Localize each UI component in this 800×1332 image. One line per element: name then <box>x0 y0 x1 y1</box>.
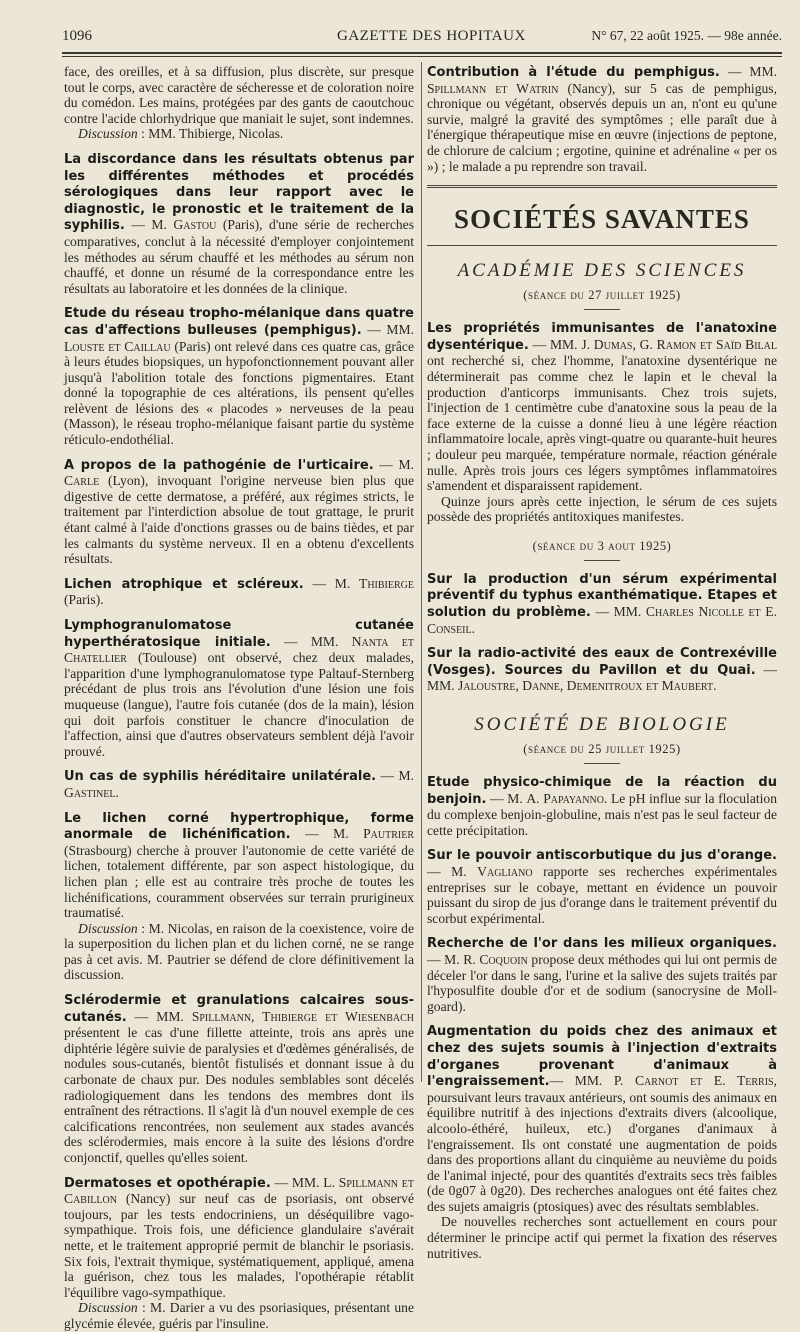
discussion-label: Discussion <box>78 920 138 936</box>
article-opotherapie <box>64 1175 414 1332</box>
article-author: Carle <box>64 473 100 489</box>
section-rule <box>427 185 777 188</box>
article-title: Lymphogranulomatose cutanée hyperthératosique initiale. <box>64 618 414 650</box>
separator: — MM. <box>719 64 777 79</box>
separator: — M. <box>373 456 414 472</box>
article-text-continued: De nouvelles recherches sont actuellement en cours pour déterminer le principe actif qui permet la fixation des réserves nutritives. <box>427 1214 777 1261</box>
article-author: Nanta et Chatellier <box>64 633 414 666</box>
article-author: Spillmann, Thibierge et Wiesenbach <box>191 1008 414 1024</box>
article-author: Jaloustre, Danne, Demenitroux et Maubert <box>457 678 714 694</box>
article-contrexeville <box>427 645 777 694</box>
article-author: Gastou <box>173 217 217 233</box>
separator: — M. <box>290 826 364 842</box>
article-augmentation-poids <box>427 1023 777 1261</box>
article-text: (Nancy), sur 5 cas de pemphigus, chronique ou végétant, observés depuis un an, n'ont eu qu'une survie, malgré la gravité des symptômes ; elle paraît due à l'énergique thérapeutique mise en œuvre (injections de peptone, de chlorure de calcium ; ergotine, quinine et adrénaline « per os ») ; le malade a pu reprendre son travail. <box>427 80 777 174</box>
journal-title: GAZETTE DES HOPITAUX <box>337 28 526 44</box>
article-title: Sur le pouvoir antiscorbutique du jus d'orange. <box>427 848 777 864</box>
article-text: (Paris), d'une série de recherches comparatives, conclut à la nécessité d'employer conjointement les méthodes au sérum chauffé et les méthodes au sérum non chauffé, et donne un résumé de la correspondance entre les résultats au laboratoire et les données de la clinique. <box>64 217 414 296</box>
discussion <box>64 1300 414 1331</box>
issue-date: N° 67, 22 août 1925. — 98e année. <box>591 28 782 43</box>
article-text: ont recherché si, chez l'homme, l'anatoxine dysentérique ne déterminerait pas comme chez le lapin et le cheval la production d'anticorps immunisants. Chez trois sujets, l'injection de 1 centimètre cube d'anatoxine sous la peau de la face externe de la cuisse a donné lieu à une légère réaction inflammatoire locale, après vingt-quatre ou quarante-huit heures ; douleur peu marquée, température normale, réaction générale nulle. Après trois jours ces légers symptômes inflammatoires s'amendent et disparaissent rapidement. <box>427 353 777 494</box>
article-text: rapporte ses recherches expérimentales entreprises sur le cobaye, mettant en évidence un pouvoir puissant du sirop de jus d'orange dans le traitement préventif du scorbut expérimental. <box>427 864 777 926</box>
separator: — M. <box>124 217 174 233</box>
discussion <box>64 126 414 142</box>
separator: — MM. <box>427 661 777 694</box>
session-date: (séance du 27 juillet 1925) <box>523 288 681 303</box>
article-author: Gastinel <box>64 784 116 800</box>
article-author: P. Carnot et E. Terris <box>613 1073 774 1089</box>
right-column <box>427 64 777 1261</box>
article-author: L. Spillmann et Cabillon <box>64 1174 414 1207</box>
article-title: Augmentation du poids chez des animaux et chez des sujets soumis à l'injection d'extraits d'organes provenant d'animaux à l'engraissement. <box>427 1024 777 1090</box>
separator: — M. <box>376 768 414 784</box>
article-contribution-pemphigus <box>427 64 777 174</box>
section-title-academie: ACADÉMIE DES SCIENCES <box>457 260 747 282</box>
article-syphilis-unilaterale <box>64 768 414 800</box>
article-text: (Paris). <box>64 592 104 608</box>
article-title: Sclérodermie et granulations calcaires sous-cutanés. <box>64 993 414 1025</box>
header-rule <box>62 52 782 54</box>
article-author: Pautrier <box>363 826 414 842</box>
discussion-text: : MM. Thibierge, Nicolas. <box>137 126 284 142</box>
article-title: Etude du réseau tropho-mélanique dans quatre cas d'affections bulleuses (pemphigus). <box>64 306 414 338</box>
article-title: A propos de la pathogénie de l'urticaire. <box>64 457 374 473</box>
short-rule <box>584 309 620 310</box>
article-title: Sur la production d'un sérum expérimental préventif du typhus exanthématique. Etapes et solution du problème. <box>427 571 777 621</box>
short-rule <box>584 560 620 561</box>
article-text: propose deux méthodes qui lui ont permis de déceler l'or dans le sang, l'urine et la salive des sujets traités par l'hyposulfite double d'or et de sodium (sanocrysine de Moll-goard). <box>427 951 777 1014</box>
article-typhus <box>427 571 777 636</box>
article-jus-orange <box>427 847 777 926</box>
article-text: (Nancy) sur neuf cas de psoriasis, ont observé toujours, par les tests endocriniens, un déséquilibre vago-sympathique. Trois fois, une déficience glandulaire s'avérait nette, et le traitement approprié permit de blanchir le psoriasis. Six fois, l'extrait thymique, systématiquement, appliqué, amena la guérison, chez tous les malades, l'opothérapie rétablit l'équilibre vago-sympathique. <box>64 1191 414 1300</box>
separator: — M. <box>427 864 478 879</box>
article-continuation <box>64 64 414 142</box>
separator: — MM. <box>270 1174 324 1190</box>
article-author: Spillmann et Watrin <box>427 80 559 96</box>
section-rule <box>427 245 777 246</box>
article-title: Le lichen corné hypertrophique, forme anormale de lichénification. <box>64 810 414 843</box>
section-banner: SOCIÉTÉS SAVANTES <box>454 204 750 235</box>
session-date: (séance du 25 juillet 1925) <box>523 742 681 757</box>
article-title: Un cas de syphilis héréditaire unilatérale. <box>64 769 377 785</box>
separator: — MM. <box>590 604 646 620</box>
session-date: (séance du 3 aout 1925) <box>532 538 672 553</box>
column-divider <box>421 62 422 1082</box>
discussion-label: Discussion <box>78 1300 138 1316</box>
separator: — M. <box>303 575 360 591</box>
discussion-label: Discussion <box>78 126 138 142</box>
left-column <box>64 64 414 1332</box>
article-author: Louste et Caillau <box>64 338 171 354</box>
article-text: . Le pH influe sur la floculation du complexe benjoin-globuline, mais n'est pas le seul facteur de cette précipitation. <box>427 790 777 838</box>
article-text: . <box>115 784 119 800</box>
article-sclerodermie <box>64 992 414 1166</box>
page-header <box>62 28 782 48</box>
article-text: . <box>471 620 476 636</box>
article-text: (Paris) ont relevé dans ces quatre cas, grâce à leurs études biopsiques, un hypofonctionnement pouvant aller jusqu'à l'abolition totale des fonctions pigmentaires. Etant donné la topographie de ces altérations, ils pensent qu'elles relèvent de lésions des « placodes » nerveuses de la peau (Masson), le réseau tropho-mélanique faisant partie du système réticulo-endothélial. <box>64 338 414 448</box>
article-benjoin <box>427 774 777 838</box>
discussion <box>64 921 414 983</box>
article-text: (Strasbourg) cherche à prouver l'autonomie de cette variété de lichen, totalement différente, par son aspect histologique, du lichen plan ; elle est au contraire très proche de toutes les lichénifications, couramment observées sur terrain prurigineux traumatisé. <box>64 842 414 921</box>
article-text: . <box>713 678 717 694</box>
article-title: Recherche de l'or dans les milieux organiques. <box>427 936 777 952</box>
article-author: A. Papayanno <box>526 790 604 806</box>
article-lymphogranulomatose <box>64 617 414 759</box>
page-number: 1096 <box>62 28 92 44</box>
article-title: Contribution à l'étude du pemphigus. <box>427 65 720 80</box>
separator: — MM. <box>361 321 414 337</box>
article-author: Charles Nicolle et E. Conseil <box>427 604 777 636</box>
article-anatoxine <box>427 320 777 525</box>
article-or-organique <box>427 935 777 1014</box>
article-text: (Toulouse) ont observé, chez deux malades, l'apparition d'une lymphogranulomatose type Paltauf-Sternberg précédant de plus trois ans l'évolution d'une lésion une fois muqueuse (langue), l'autre fois cutanée (dos de la main), lésion qui doit parfois constituer le chancre d'inoculation de l'affection, ainsi que d'autres observateurs semblent déjà l'avoir prouvé. <box>64 650 414 759</box>
article-title: Sur la radio-activité des eaux de Contrexéville (Vosges). Sources du Pavillon et du Quai. <box>427 646 777 678</box>
article-title: Dermatoses et opothérapie. <box>64 1175 271 1191</box>
separator: — MM. <box>126 1008 192 1024</box>
article-text: présentent le cas d'une fillette atteinte, trois ans après une diphtérie légère suivie de paralysies et d'œdèmes généralisés, de nodules sous-cutanés, bientôt fistulisés et donnant issue à du carbonate de chaux pur. Des nodules semblables sont décelés radiologiquement dans les tendons des membres dont ils entraînent des rétractions. Il s'agit là d'un nouvel exemple de ces calcifications rencontrées, non seulement aux stades avancés des sclérodermies, mais encore à la suite des lésions d'ordre conjonctif, quelles qu'elles soient. <box>64 1025 414 1165</box>
article-author: Thibierge <box>359 575 414 591</box>
discussion-text: : M. Darier a vu des psoriasiques, présentant une glycémie élevée, guéris par l'insuline. <box>64 1300 414 1331</box>
article-lichen-corne <box>64 810 414 984</box>
article-title: Lichen atrophique et scléreux. <box>64 576 304 592</box>
article-lichen-atrophique <box>64 576 414 608</box>
section-title-biologie: SOCIÉTÉ DE BIOLOGIE <box>474 714 730 736</box>
article-pemphigus <box>64 305 414 447</box>
article-text: face, des oreilles, et à sa diffusion, plus discrète, sur presque tout le corps, avec caractère de sécheresse et de coloration noire du comédon. Les mains, protégées par des gants de caoutchouc contre l'acide chlorhydrique que maniait le sujet, sont indemnes. <box>64 64 414 126</box>
separator: — MM. <box>528 336 582 352</box>
article-urticaire <box>64 457 414 567</box>
header-rule-thin <box>62 56 782 57</box>
separator: — M. <box>486 790 527 806</box>
separator: — MM. <box>549 1073 614 1089</box>
separator: — MM. <box>270 633 352 649</box>
separator: — M. <box>427 951 464 967</box>
article-text-continued: Quinze jours après cette injection, le sérum de ces sujets possède des propriétés antitoxiques manifestes. <box>427 493 777 525</box>
article-author: J. Dumas, G. Ramon et Saïd Bilal <box>581 336 777 352</box>
article-title: Les propriétés immunisantes de l'anatoxine dysentérique. <box>427 321 777 353</box>
discussion-text: : M. Nicolas, en raison de la coexistence, voire de la superposition du lichen plan et du lichen corné, ne se range pas à cet avis. M. Pautrier se défend de clore définitivement la discussion. <box>64 920 414 983</box>
article-title: Etude physico-chimique de la réaction du benjoin. <box>427 775 777 807</box>
article-serology <box>64 151 414 296</box>
article-text: , poursuivant leurs travaux antérieurs, ont soumis des animaux en équilibre nutritif à des injections d'extraits divers (alcoolique, alcoolo-éthéré, huileux, etc.) d'organes d'animaux à l'engraissement. Ils ont constaté une augmentation de poids dans des proportions allant du cinquième au neuvième du poids de l'animal injecté, pour des quantités d'extraits secs très faibles (de 0g07 à 0g20). Des recherches analogues ont été faites chez des sujets amaigris (ptosiques) avec des résultats semblables. <box>427 1073 777 1214</box>
article-title: La discordance dans les résultats obtenus par les différentes méthodes et procédés sérologiques dans leur rapport avec le diagnostic, le pronostic et le traitement de la syphilis. <box>64 151 414 234</box>
short-rule <box>584 763 620 764</box>
article-author: R. Coquoin <box>463 951 528 967</box>
article-author: Vagliano <box>477 864 533 879</box>
article-text: (Lyon), invoquant l'origine nerveuse bien plus que digestive de cette dermatose, a préféré, aux régimes stricts, le traitement par l'interdiction absolue de tout grattage, le prurit étant calmé à l'aide d'onctions grasses ou de bains tièdes, et par les calmants du système nerveux. Il en a obtenu d'excellents résultats. <box>64 473 414 567</box>
